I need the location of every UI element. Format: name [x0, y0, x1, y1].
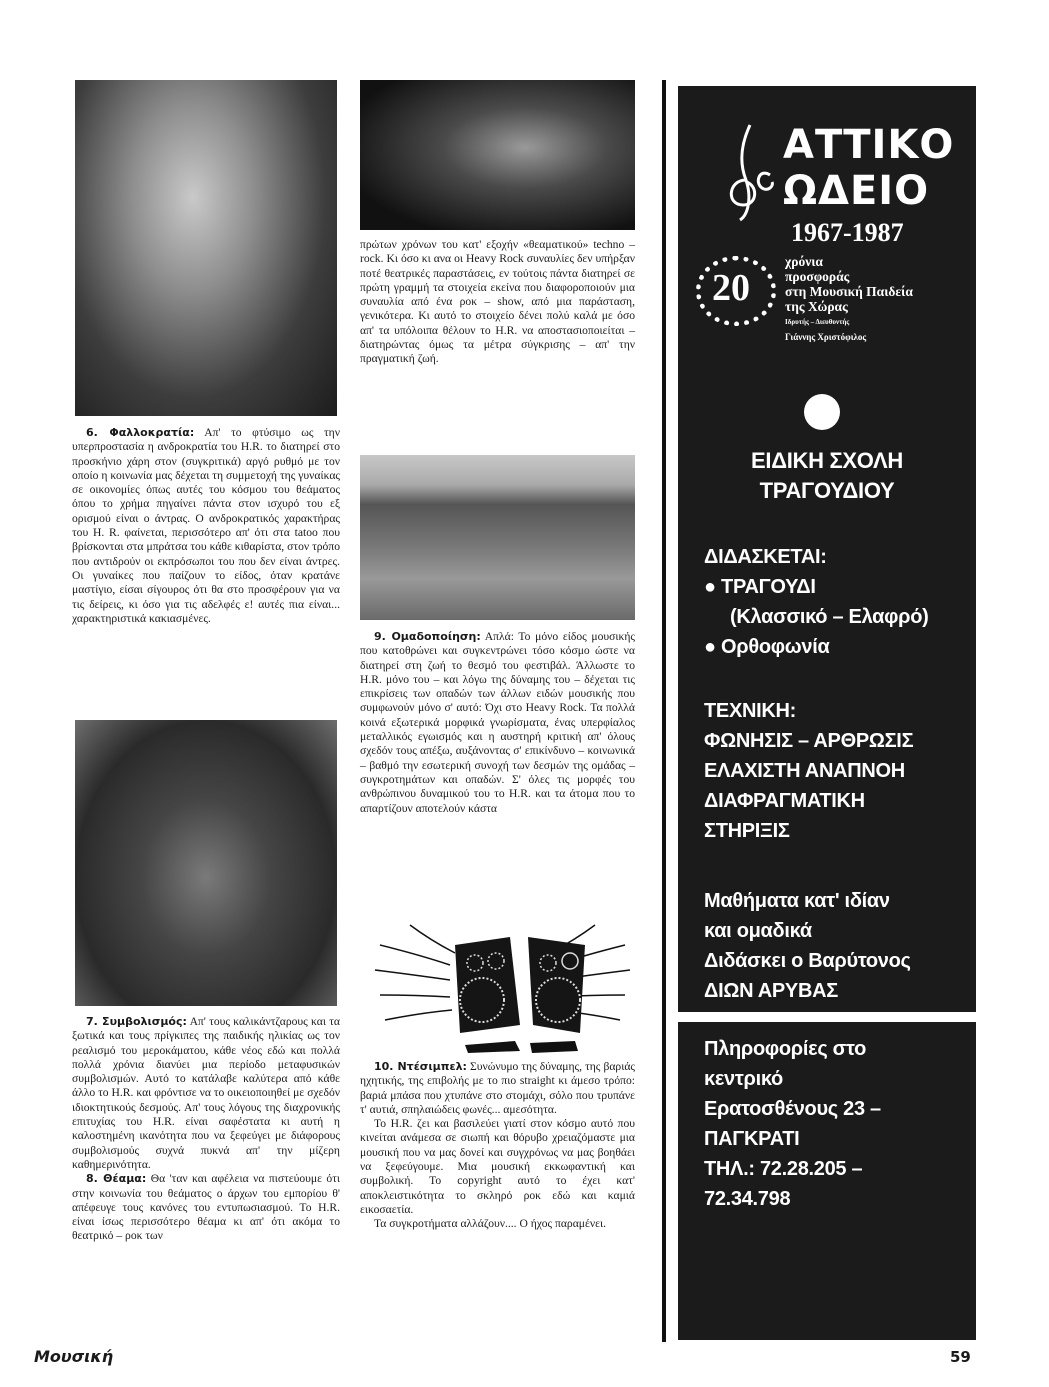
tagline: χρόνια προσφοράς στη Μουσική Παιδεία της Χώρας: [785, 254, 913, 314]
article-column-2-bottom: [360, 1060, 635, 1232]
section-6: 6. Φαλλοκρατία: Απ' το φτύσιμο ως την υπερπροστασία η ανδροκρατία του H.R. το διατηρεί στο προσκήνιο χάρη στον (συγκριτικά) αργό ρυθμό με τον οποίο η κοινωνία μας δέχεται τη συμμετοχή της γυναίκας σε οικονομίες όπως αυτές του κόσμου του θεάματος όπου το χρήμα πηγαίνει πάντα στον ισχυρό του εξ ορισμού είναι ο άντρας. Ο ανδροκρατικός χαρακτήρας του H. R. φαίνεται, περισσότερο απ' ότι στα tatoo που βρίσκονται στα μπράτσα του κάθε κιθαρίστα, στον τρόπο που αντιδρούν οι εκπρόσωποι του που δεν είναι άντρες. Οι γυναίκες που παίζουν το είδος, όταν κρατάνε μαστίγιο, είσαι σίγουρος ότι θα στο προσφέρουν για να τις δείρεις, κι όσο για τις αδελφές ε! αυτές πια είναι... χαρακτηριστικά κακιασμένες.: [72, 426, 340, 625]
section-7: 7. Συμβολισμός: Απ' τους καλικάντζαρους και τα ξωτικά και τους πρίγκιπες της παιδικής ηλικίας ως τον ρεαλισμό του μεροκάματου, κάθε νέος εδώ και πολλά πολλά χρόνια διανύει μια περίοδο μεταφυσικών συμβολισμών. Αυτό το κατάλαβε καλύτερα από κάθε άλλο το H.R. και φρόντισε να το οικειοποιηθεί με σχεδόν ιδιοκτητικούς δεσμούς. Απ' τους λόγους της διαχρονικής επιτυχίας του H.R. είναι σαφέστατα κι αυτή η καλοστημένη ικανότητα που να ξεφεύγει με διάφορους συμβολισμούς συχνά πυκνά απ' την μίζερη καθημερινότητα.: [72, 1015, 340, 1171]
photo-concert-stage: [360, 80, 635, 230]
badge-number: 20: [712, 267, 750, 309]
section-8: 8. Θέαμα: Θα 'ταν και αφέλεια να πιστεύουμε ότι στην κοινωνία του θεάματος ο άρχων του εμπορίου θ' απέφευγε τους κανόνες του εντυπωσιασμού. Το H.R. είναι ίσως περισσότερο θέαμα κι απ' ότι ακόμα το θεατρικό – ροκ των: [72, 1172, 340, 1243]
article-column-2-top: [360, 238, 635, 367]
phone-line-2: 72.34.798: [704, 1188, 791, 1210]
section-8-heading: 8. Θέαμα:: [86, 1172, 147, 1186]
section-6-heading: 6. Φαλλοκρατία:: [86, 426, 195, 439]
section-8-continued: πρώτων χρόνων του κατ' εξοχήν «θεαματικού» techno – rock. Κι όσο κι ανα οι Heavy Rock συναυλίες δεν υπήρξαν ποτέ θεατρικές παραστάσεις, εν τούτοις πάντα διατηρεί σε πρώτη γραμμή τα στοιχεία εκείνα που διαφοροποιούν μια συναυλία από ένα ροκ – show, από μια παράσταση, γενικότερα. Κι αυτό το στοιχείο δένει πολύ καλά με όσο απ' τα υπόλοιπα θέλουν το H.R. να αποστασιοποιείται – διατηρώντας όμως τα μέτρα σύγκρισης – απ' την πραγματική ζωή.: [360, 238, 635, 366]
taught-label: ΔΙΔΑΣΚΕΤΑΙ:: [704, 546, 827, 568]
taught-item-singing: ● ΤΡΑΓΟΥΔΙ: [704, 576, 816, 598]
logo-line-1: ΑΤΤΙΚΟ: [783, 122, 955, 168]
taught-item-orthophony: ● Ορθοφωνία: [704, 636, 830, 658]
photo-festival-crowd: [360, 455, 635, 620]
bullet-dot: [804, 394, 840, 430]
section-9-heading: 9. Ομαδοποίηση:: [374, 630, 481, 643]
taught-section: [704, 542, 929, 662]
taught-item-styles: (Κλασσικό – Ελαφρό): [730, 606, 929, 628]
closing-paragraph: Το H.R. ζει και βασιλεύει γιατί στον κόσμο αυτό που κινείται ανάμεσα σε σιωπή και θόρυβο χρειαζόμαστε μια μουσική που να μας δονεί και συγχρόνως να μας βοηθάει να ξεφεύγουμε. Μια μουσική εκκωφαντική και συμβολική. Το copyright αυτό το έχει κατ' αποκλειστικότητα το σκληρό ροκ εδώ και καμιά εικοσαετία.: [360, 1117, 635, 1216]
magazine-brand: Μουσική: [34, 1347, 114, 1366]
ad-attiko-odeio: [678, 86, 976, 1012]
technique-label: ΤΕΧΝΙΚΗ:: [704, 700, 797, 722]
column-divider: [662, 80, 666, 1342]
ad-contact-info: [678, 1022, 976, 1340]
article-column-2-middle: [360, 630, 635, 816]
founder-label: Ιδρυτής – Διευθυντής: [785, 318, 850, 326]
speaker-shadow: [465, 1041, 578, 1053]
founder-name: Γιάννης Χριστόφιλος: [785, 332, 867, 342]
lessons-section: Μαθήματα κατ' ιδίαν και ομαδικά Διδάσκει ο Βαρύτονος ΔΙΩΝ ΑΡΥΒΑΣ: [704, 890, 911, 1002]
phone-line-1: ΤΗΛ.: 72.28.205 –: [704, 1158, 863, 1180]
sound-wave-lines-left: [375, 925, 455, 1020]
treble-clef-icon: [718, 120, 778, 230]
closing-line: Τα συγκροτήματα αλλάζουν.... Ο ήχος παραμένει.: [374, 1217, 606, 1231]
page-number: 59: [950, 1348, 971, 1366]
photo-werewolf-mask: [75, 720, 337, 1006]
section-10-heading: 10. Ντέσιμπελ:: [374, 1060, 467, 1073]
speakers-illustration: [370, 905, 635, 1055]
speaker-right: [528, 937, 585, 1033]
section-7-heading: 7. Συμβολισμός:: [86, 1015, 187, 1028]
contact-details: Πληροφορίες στο κεντρικό Ερατοσθένους 23 – ΠΑΓΚΡΑΤΙ ΤΗΛ.: 72.28.205 – 72.34.798: [704, 1034, 881, 1214]
years-range: 1967-1987: [791, 218, 904, 247]
photo-woman-lingerie: [75, 80, 337, 416]
school-title: ΕΙΔΙΚΗ ΣΧΟΛΗ ΤΡΑΓΟΥΔΙΟΥ: [751, 448, 903, 503]
article-column-1-lower: [72, 1015, 340, 1244]
technique-section: ΤΕΧΝΙΚΗ: ΦΩΝΗΣΙΣ – ΑΡΘΡΩΣΙΣ ΕΛΑΧΙΣΤΗ ΑΝΑΠΝΟΗ ΔΙΑΦΡΑΓΜΑΤΙΚΗ ΣΤΗΡΙΞΙΣ: [704, 696, 913, 846]
article-column-1: [72, 426, 340, 626]
logo-line-2: ΩΔΕΙΟ: [783, 168, 930, 214]
section-9: 9. Ομαδοποίηση: Απλά: Το μόνο είδος μουσικής που κατοθρώνει και συγκεντρώνει τόσο κόσμο ώστε να διατηρεί στη ζωή το θεσμό του φεστιβάλ. Άλλωστε το H.R. μόνο του – και λόγω της δύναμης του – δέχεται τις επικρίσεις των οπαδών των άλλων ειδών μουσικής που συμφωνούν μόνο σ' αυτό: Όχι στο Heavy Rock. Τα πολλά κοινά εξωτερικά μορφικά γνωρίσματα, ένας υπερφίαλος μεταλλικός εγωισμός και η αυστηρή κριτική απ' όλους σχεδόν τους απέξω, αυξάνοντας σ' επικίνδυνο – κοινωνικά – βαθμό την εσωτερική συνοχή των δεσμών της ομάδας – συγκροτημάτων και οπαδών. Σ' όλες τις μορφές του ανθρώπινου δυναμικού του το H.R. και τα άτομα που το απαρτίζουν αποτελούν κάστα: [360, 630, 636, 815]
speaker-left: [455, 937, 520, 1033]
section-10: 10. Ντέσιμπελ: Συνώνυμο της δύναμης, της βαριάς ηχητικής, της επιβολής με το πιο straight κι άμεσο τρόπο: βαριά μπάσα που χτυπάνε στο στομάχι, σόλο που τρυπάνε τ' αυτιά, σπηλαιώδεις φωνές... αμεσότητα.: [360, 1060, 635, 1116]
